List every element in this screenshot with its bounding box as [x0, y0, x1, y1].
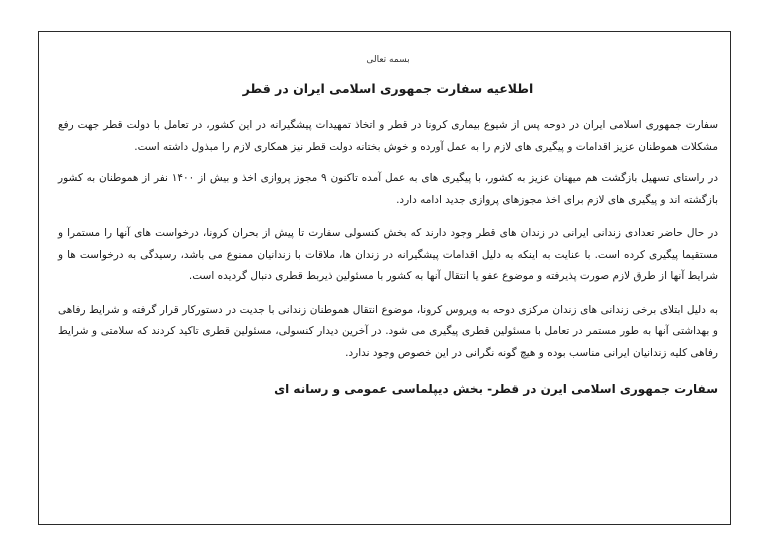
paragraph-3: در حال حاضر تعدادی زندانی ایرانی در زندان های قطر وجود دارند که بخش کنسولی سفارت تا پیش از بحران کرونا، درخواست های آنها را مستمرا و مستقیما پیگیری کرده است. با عنایت به اینکه به دلیل اقدامات پیشگیرانه در زندان ها، ملاقات با زندانیان ممنوع می باشد، رسیدگی به درخواست ها و شرایط آنها از طرق لازم صورت پذیرفته و موضوع عفو یا انتقال آنها به کشور با مسئولین ذیربط قطری دنبال گردیده است.: [58, 227, 718, 282]
announcement-title: اطلاعیه سفارت جمهوری اسلامی ایران در قطر: [242, 81, 534, 96]
paragraph-4: به دلیل ابتلای برخی زندانی های زندان مرکزی دوحه به ویروس کرونا، موضوع انتقال هموطنان زندانی با جدیت در دستورکار قرار گرفته و شرایط رفاهی و بهداشتی آنها به طور مستمر در تعامل با مسئولین قطری پیگیری می شود. در آخرین دیدار کنسولی، مسئولین قطری تاکید کردند که سلامتی و شرایط رفاهی کلیه زندانیان ایرانی مناسب بوده و هیچ گونه نگرانی در این خصوص وجود ندارد.: [58, 303, 718, 359]
signature-line: سفارت جمهوری اسلامی ایرن در قطر- بخش دیپلماسی عمومی و رسانه ای: [274, 382, 718, 396]
paragraph-1: سفارت جمهوری اسلامی ایران در دوحه پس از شیوع بیماری کرونا در قطر و اتخاذ تمهیدات پیشگیرانه در این کشور، در تعامل با دولت قطر جهت رفع مشکلات هموطنان عزیز اقدامات و پیگیری های لازم را به عمل آورده و خوش بختانه دولت قطر نیز همکاری لازم را مبذول داشته است.: [58, 119, 718, 153]
document-content: [58, 36, 718, 398]
invocation-text: بسمه تعالی: [366, 55, 410, 65]
paragraph-2: در راستای تسهیل بازگشت هم میهنان عزیز به کشور، با پیگیری های به عمل آمده تاکنون ۹ مجوز پروازی اخذ و بیش از ۱۴۰۰ نفر از هموطنان به کشور بازگشته اند و پیگیری های لازم برای اخذ مجوزهای پروازی جدید ادامه دارد.: [58, 172, 718, 206]
